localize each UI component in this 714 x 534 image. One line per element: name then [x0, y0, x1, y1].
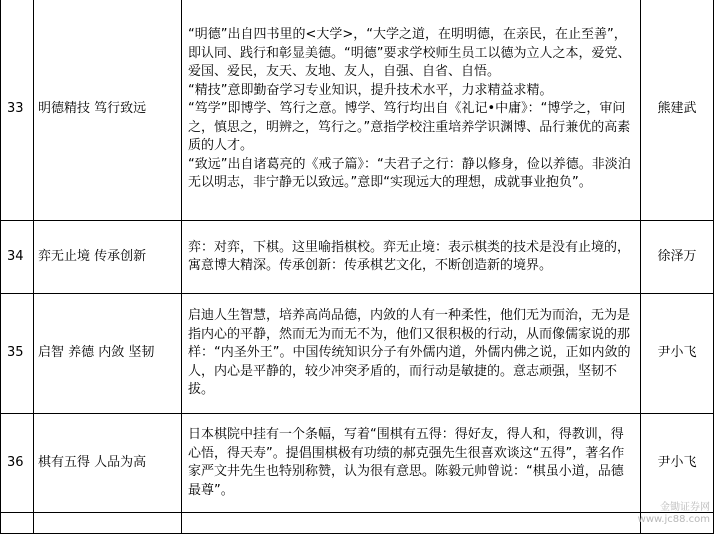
description-paragraph: 弈：对弈，下棋。这里喻指棋校。弈无止境：表示棋类的技术是没有止境的，寓意博大精深。传承创新：传承棋艺文化，不断创造新的境界。: [188, 239, 631, 273]
description-cell-empty: [182, 513, 641, 534]
description-cell: [182, 294, 641, 414]
author-cell: 熊建武: [641, 0, 714, 221]
author-cell: 尹小飞: [641, 414, 714, 513]
description-paragraph: “明德”出自四书里的<大学>，“大学之道，在明明德，在亲民，在止至善”，即认同、践行和彰显美德。“明德”要求学校师生员工以德为立人之本，爱党、爱国、爱民，友天、友地、友人，自强、自省、自悟。: [188, 27, 631, 80]
row-number: 33: [1, 0, 34, 221]
watermark-url: www.jc88.com: [637, 514, 710, 525]
author-cell: 尹小飞: [641, 294, 714, 414]
motto-cell: 棋有五得 人品为高: [34, 414, 182, 513]
description-paragraph: “致远”出自诸葛亮的《戒子篇》：“夫君子之行：静以修身，俭以养德。非淡泊无以明志，非宁静无以致远。”意即“实现远大的理想，成就事业抱负”。: [188, 156, 631, 191]
table-row: [1, 0, 714, 221]
table-row: [1, 221, 714, 294]
row-number: 35: [1, 294, 34, 414]
motto-cell-empty: [34, 513, 182, 534]
description-cell: [182, 221, 641, 294]
description-paragraph: 日本棋院中挂有一个条幅，写着“围棋有五得：得好友，得人和，得教训，得心悟，得天寿”。提倡围棋极有功绩的郝克强先生很喜欢谈这“五得”，著名作家严文井先生也特别称赞，认为很有意思。陈毅元帅曾说：“棋虽小道，品德最尊”。: [188, 427, 625, 498]
row-number: 34: [1, 221, 34, 294]
description-cell: [182, 0, 641, 221]
motto-cell: 明德精技 笃行致远: [34, 0, 182, 221]
description-paragraph: “精技”意即勤奋学习专业知识，提升技术水平，力求精益求精。: [188, 82, 553, 98]
description-paragraph: 启迪人生智慧，培养高尚品德，内敛的人有一种柔性，他们无为而治，无为是指内心的平静，然而无为而无不为，他们又很积极的行动，从而像儒家说的那样：“内圣外王”。中国传统知识分子有外儒内道，外儒内佛之说，正如内敛的人，内心是平静的，较少冲突矛盾的，而行动是敏捷的。意志顽强，坚韧不拔。: [188, 308, 631, 398]
table-row: [1, 414, 714, 513]
row-number: 36: [1, 414, 34, 513]
author-cell: 徐泽万: [641, 221, 714, 294]
table-row-partial: [1, 513, 714, 534]
description-paragraph: “笃学”即博学、笃行之意。博学、笃行均出自《礼记•中庸》：“博学之，审问之，慎思之，明辨之，笃行之。”意指学校注重培养学识渊博、品行兼优的高素质的人才。: [188, 101, 631, 154]
table-row: [1, 294, 714, 414]
watermark-title: 金锄证券网: [660, 502, 710, 513]
description-cell: [182, 414, 641, 513]
site-watermark: [638, 502, 710, 526]
motto-cell: 弈无止境 传承创新: [34, 221, 182, 294]
motto-cell: 启智 养德 内敛 坚韧: [34, 294, 182, 414]
row-number-empty: [1, 513, 34, 534]
